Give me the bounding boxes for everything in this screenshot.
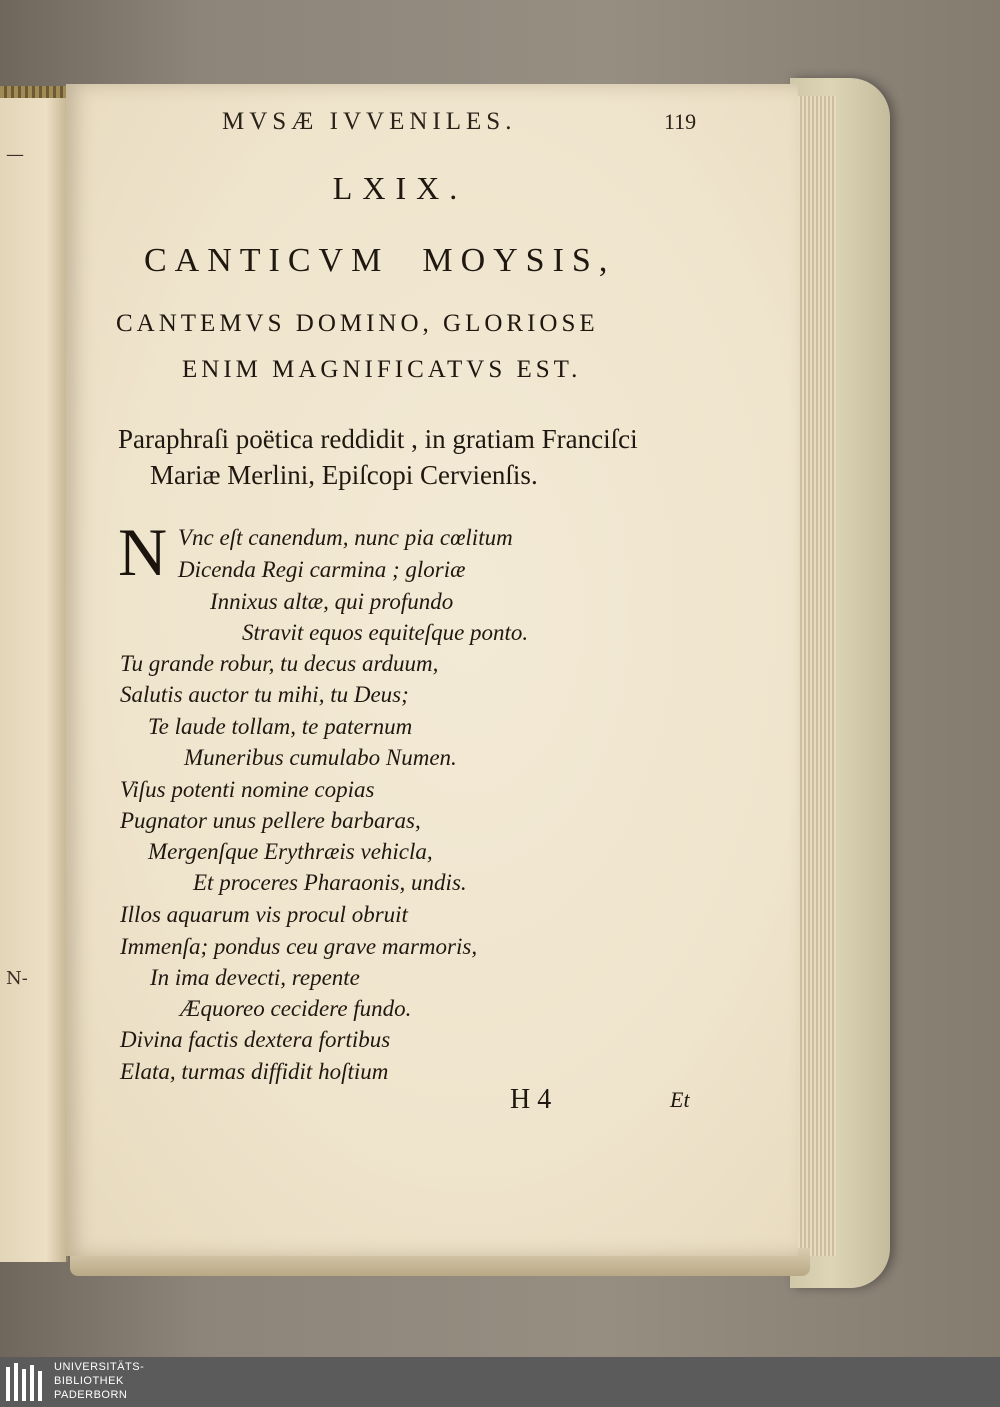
verse-line: Stravit equos equiteſque ponto. — [242, 620, 529, 645]
catchword: Et — [670, 1087, 690, 1112]
verse-line: Mergenſque Erythræis vehicla, — [148, 839, 433, 864]
signature-mark: H 4 — [510, 1084, 552, 1115]
verse-line: Divina factis dextera fortibus — [120, 1027, 391, 1052]
poem-number: LXIX. — [332, 170, 468, 206]
dedication-line-1: Paraphraſi poëtica reddidit , in gratiam Franciſci — [118, 424, 638, 454]
poem-subtitle-line-2: ENIM MAGNIFICATVS EST. — [182, 356, 582, 383]
verse-line: In ima devecti, repente — [150, 965, 360, 990]
library-logo-text — [54, 1360, 144, 1402]
left-page — [0, 92, 68, 1262]
verse-line: Elata, turmas diffidit hoſtium — [120, 1059, 389, 1084]
left-page-mark: — — [6, 144, 24, 165]
verse-line: Illos aquarum vis procul obruit — [120, 902, 408, 927]
verse-line: Æquoreo cecidere fundo. — [180, 996, 412, 1021]
verse-line: Te laude tollam, te paternum — [148, 714, 413, 739]
library-name-line-2: BIBLIOTHEK — [54, 1375, 124, 1387]
library-name-line-3: PADERBORN — [54, 1389, 128, 1401]
library-name-line-1: UNIVERSITÄTS- — [54, 1361, 145, 1373]
library-footer — [0, 1357, 1000, 1407]
dedication-line-2: Mariæ Merlini, Epiſcopi Cervienſis. — [150, 460, 538, 490]
verse-line: Salutis auctor tu mihi, tu Deus; — [120, 682, 409, 707]
verse-line: Viſus potenti nomine copias — [120, 777, 375, 802]
verse-line: Immenſa; pondus ceu grave marmoris, — [120, 934, 478, 959]
library-logo-icon — [6, 1363, 44, 1401]
running-head: MVSÆ IVVENILES. — [222, 108, 517, 135]
verse-line: Pugnator unus pellere barbaras, — [120, 808, 421, 833]
verse-line: Muneribus cumulabo Numen. — [184, 745, 457, 770]
poem-subtitle-line-1: CANTEMVS DOMINO, GLORIOSE — [116, 310, 599, 337]
verse-line: Et proceres Pharaonis, undis. — [193, 870, 467, 895]
page-number: 119 — [664, 109, 697, 134]
verse-line: Tu grande robur, tu decus arduum, — [120, 651, 439, 676]
verse-line: Innixus altæ, qui profundo — [210, 589, 454, 614]
left-page-mark: N- — [6, 968, 28, 989]
poem-title: CANTICVM MOYSIS, — [144, 242, 616, 279]
verse-line: Vnc eſt canendum, nunc pia cœlitum — [178, 525, 513, 550]
verse-line: Dicenda Regi carmina ; gloriæ — [178, 557, 466, 582]
drop-cap: N — [118, 514, 168, 590]
